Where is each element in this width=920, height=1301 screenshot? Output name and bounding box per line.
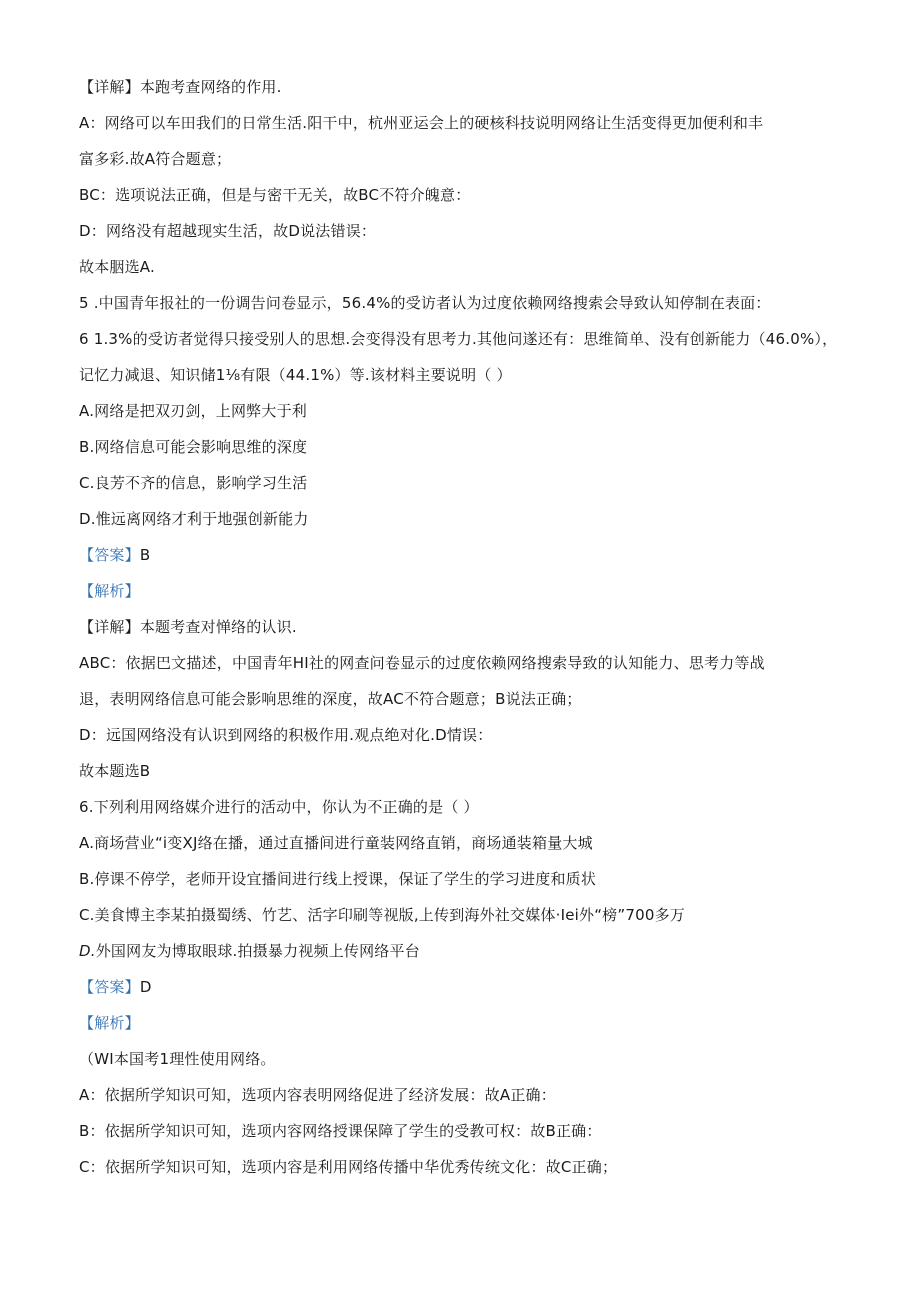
option-d: D.外国网友为博取眼球.拍摄暴力视频上传网络平台 xyxy=(79,942,420,960)
text-line: 故本题选B xyxy=(79,762,151,780)
text-line: 【详解】本题考查对惮络的认识. xyxy=(79,618,297,636)
option-b: B.网络信息可能会影响思维的深度 xyxy=(79,438,308,456)
option-b: B.停课不停学，老师开设宜播间进行线上授课，保证了学生的学习进度和质状 xyxy=(79,870,597,888)
analysis-heading xyxy=(79,1013,140,1033)
text-line: A：依据所学知识可知，选项内容表明网络促进了经济发展：故A正确： xyxy=(79,1086,556,1104)
text-line: 6 1.3%的受访者觉得只接受别人的思想.会变得没有思考力.其他问遂还有：思维简单、没有创新能力（46.0%）， xyxy=(79,330,838,348)
answer-tag: 【答案】 xyxy=(79,978,140,996)
text-line: B：依据所学知识可知，选项内容网络授课保障了学生的受教可权：故B正确： xyxy=(79,1122,602,1140)
text-line: 【详解】本跑考查网络的作用. xyxy=(79,78,282,96)
option-a: A.商场营业“i变XJ络在播，通过直播间进行童装网络直销，商场通装箱量大城 xyxy=(79,834,593,852)
option-d: D.惟远离网络才利于地强创新能力 xyxy=(79,510,309,528)
text-line: 富多彩.故A符合题意； xyxy=(79,150,232,168)
answer-tag: 【答案】 xyxy=(79,546,140,564)
text-line: 故本胭选A. xyxy=(79,258,155,276)
text-line: A：网络可以车田我们的日常生活.阳干中，杭州亚运会上的硬核科技说明网络让生活变得更加便利和丰 xyxy=(79,114,764,132)
text-line: （WI本国考1理性使用网络。 xyxy=(79,1050,276,1068)
text-line: 记忆力减退、知识储1⅛有限（44.1%）等.该材料主要说明（ ） xyxy=(79,366,512,384)
text-line: 退，表明网络信息可能会影响思维的深度，故AC不符合题意；B说法正确； xyxy=(79,690,582,708)
analysis-tag: 【解析】 xyxy=(79,1014,140,1032)
question-6-stem: 6.下列利用网络媒介进行的活动中，你认为不正确的是（ ） xyxy=(79,798,479,816)
text-line: BC：选项说法正确，但是与密干无关，故BC不符介魄意： xyxy=(79,186,471,204)
option-c: C.良芳不齐的信息，影响学习生活 xyxy=(79,474,308,492)
text-line: C：依据所学知识可知，选项内容是利用网络传播中华优秀传统文化：故C正确； xyxy=(79,1158,618,1176)
analysis-tag: 【解析】 xyxy=(79,582,140,600)
answer-line: 【答案】D xyxy=(79,978,152,996)
question-5-stem: 5 .中国青年报社的一份调告问卷显示，56.4%的受访者认为过度依赖网络搜索会导致认知停制在表面： xyxy=(79,294,771,312)
option-a: A.网络是把双刃剑，上网弊大于利 xyxy=(79,402,307,420)
answer-line: 【答案】B xyxy=(79,546,151,564)
option-c: C.美食博主李某拍摄蜀绣、竹艺、活字印刷等视版,上传到海外社交媒体·Iei外“榜”700多万 xyxy=(79,906,685,924)
analysis-heading xyxy=(79,581,140,601)
text-line: D：网络没有超越现实生活，故D说法错误： xyxy=(79,222,377,240)
text-line: D：远国网络没有认识到网络的积极作用.观点绝对化.D情误： xyxy=(79,726,493,744)
text-line: ABC：依据巴文描述，中国青年HI社的网查问卷显示的过度依赖网络搜索导致的认知能力、思考力等战 xyxy=(79,654,765,672)
